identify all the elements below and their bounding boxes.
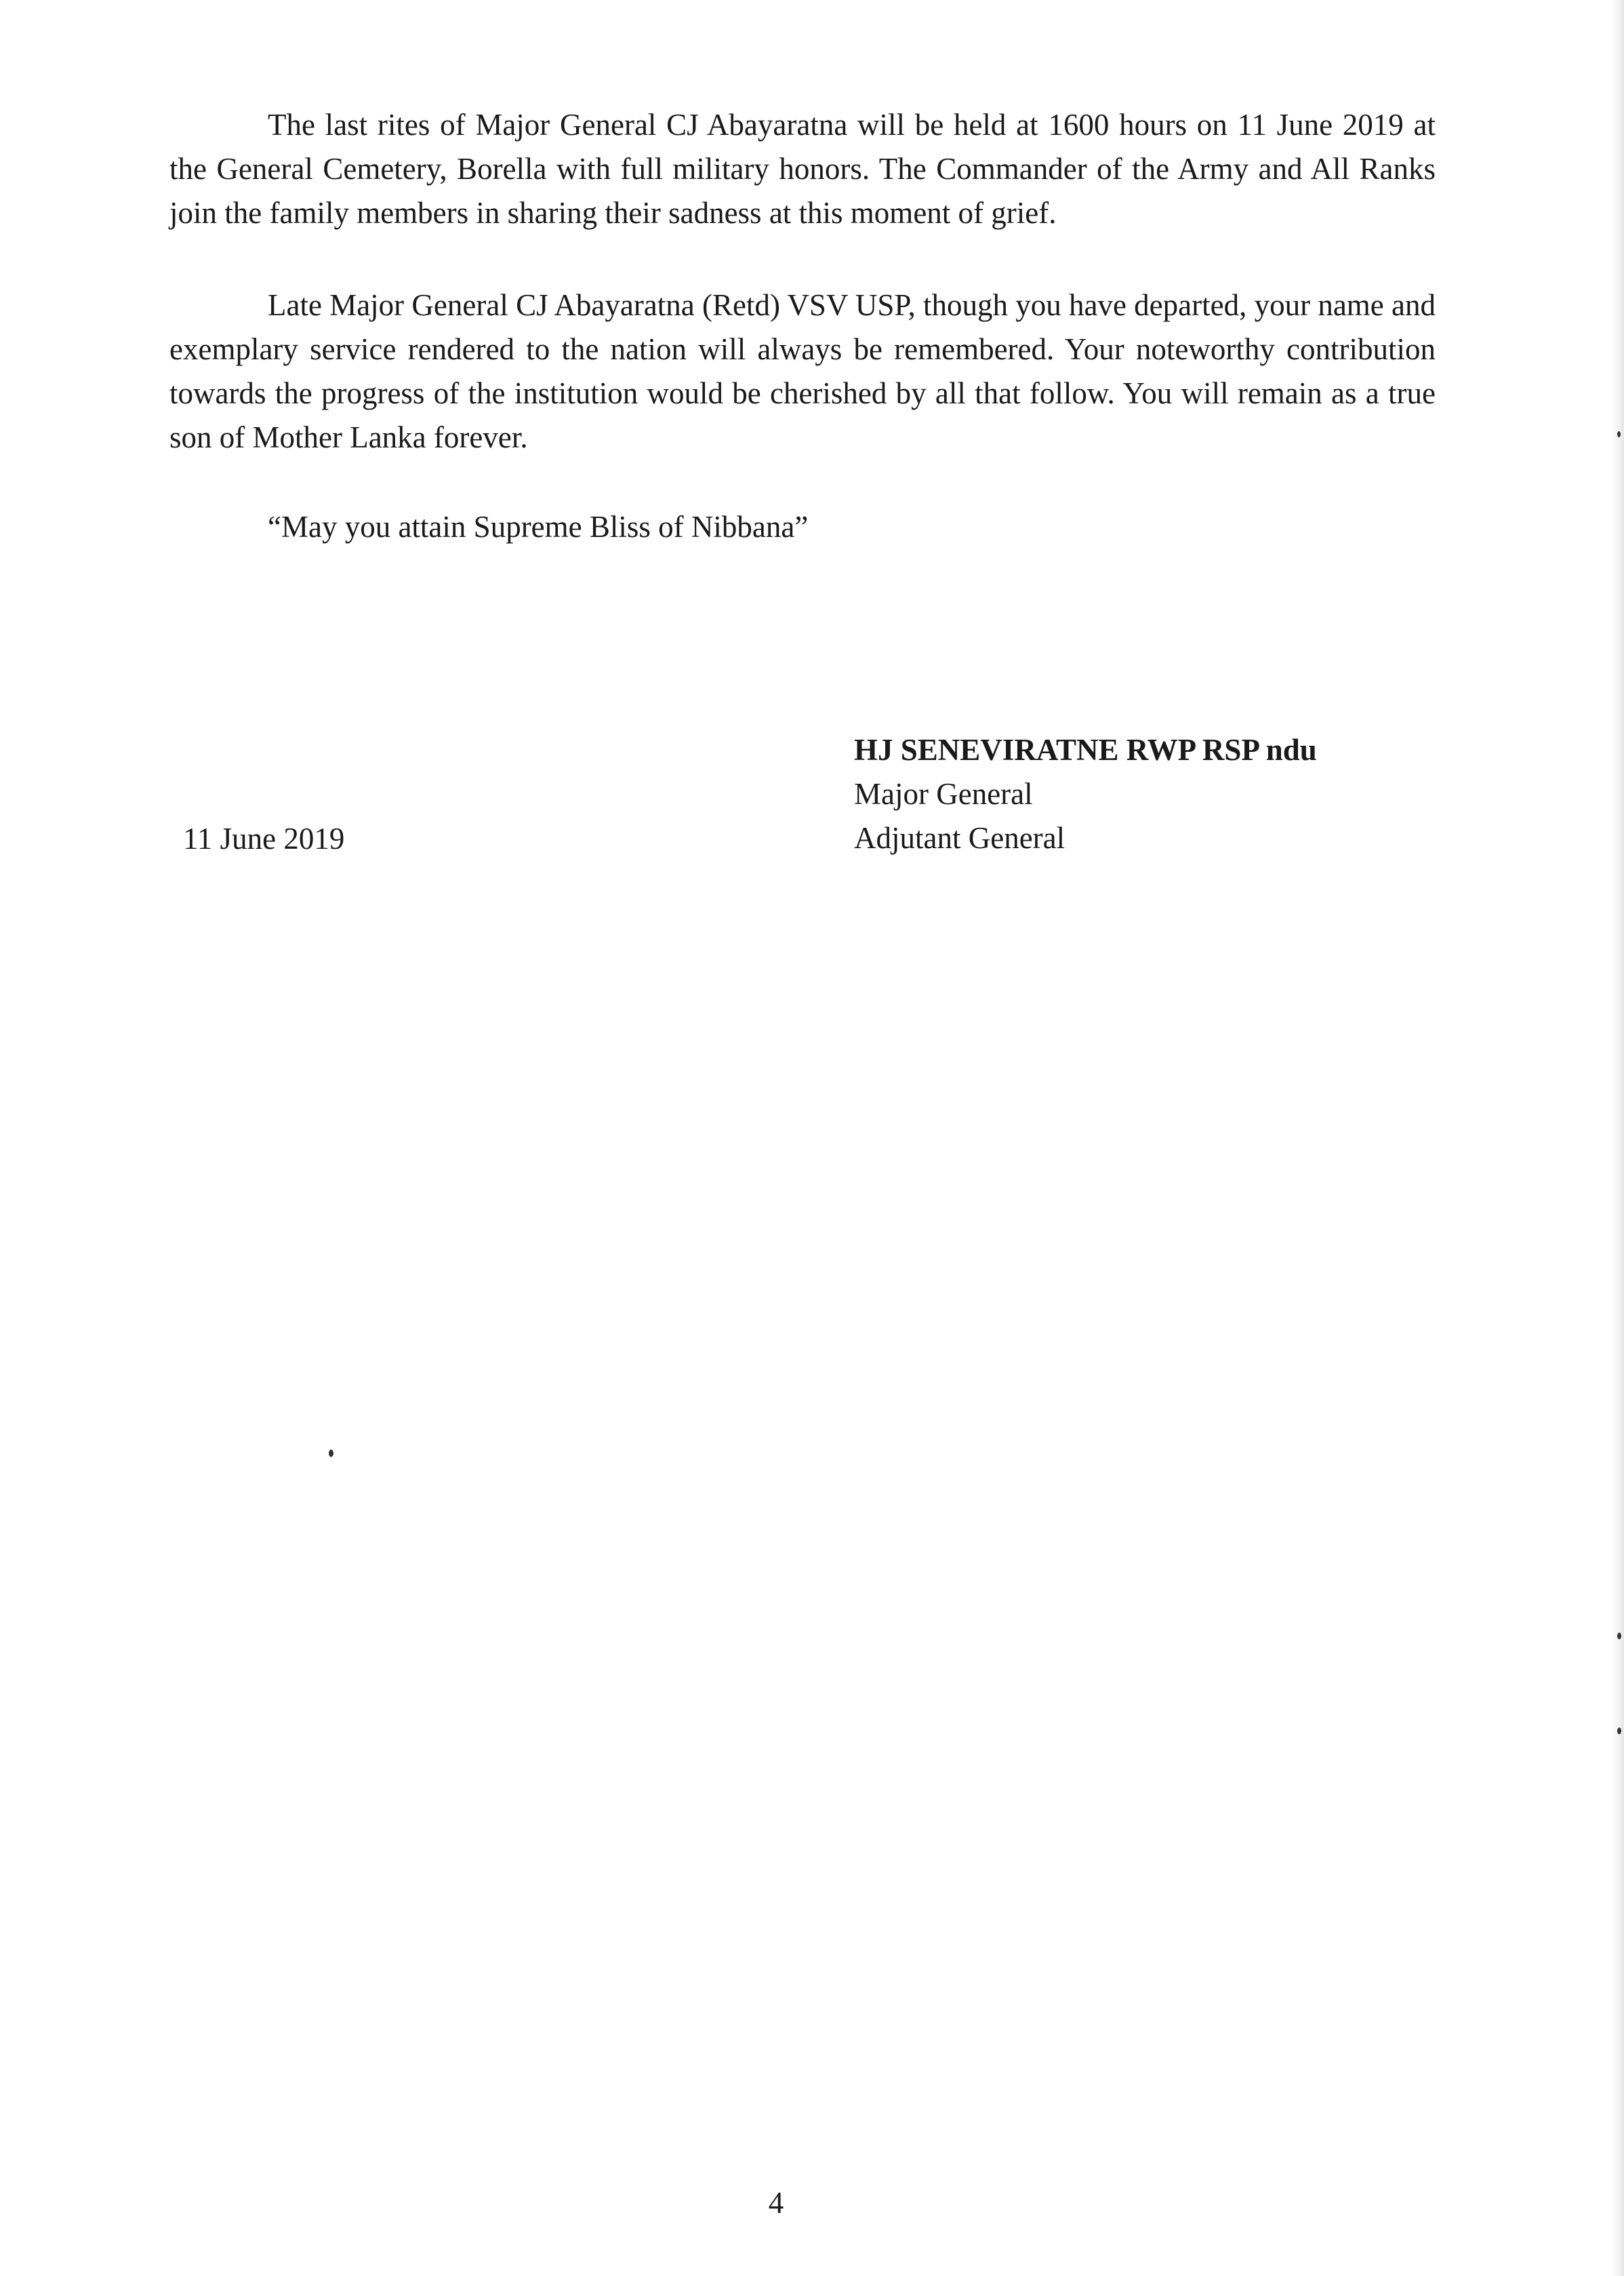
- signatory-name: HJ SENEVIRATNE RWP RSP ndu: [854, 733, 1317, 767]
- signatory-rank: Major General: [854, 777, 1033, 811]
- signature-block: [854, 728, 1317, 860]
- scan-speck: [1617, 431, 1621, 437]
- signatory-title: Adjutant General: [854, 821, 1065, 855]
- scan-speck: [1617, 1633, 1621, 1639]
- page-number: 4: [768, 2186, 784, 2220]
- paragraph-blessing: “May you attain Supreme Bliss of Nibbana”: [268, 510, 809, 544]
- paragraph-tribute: Late Major General CJ Abayaratna (Retd) VSV USP, though you have departed, your name and exemplary service rendered to the nation will always be remembered. Your noteworthy contribution towards the progress of the institution would be cherished by all that follow. You will remain as a true son of Mother Lanka forever.: [169, 288, 1436, 454]
- scan-speck: [329, 1450, 333, 1457]
- scan-edge-shadow: [1612, 0, 1624, 2276]
- document-date: 11 June 2019: [183, 822, 345, 856]
- scan-speck: [1617, 1728, 1621, 1734]
- paragraph-last-rites: The last rites of Major General CJ Abayaratna will be held at 1600 hours on 11 June 2019 at the General Cemetery, Borella with full military honors. The Commander of the Army and All Ranks join the family members in sharing their sadness at this moment of grief.: [169, 108, 1436, 230]
